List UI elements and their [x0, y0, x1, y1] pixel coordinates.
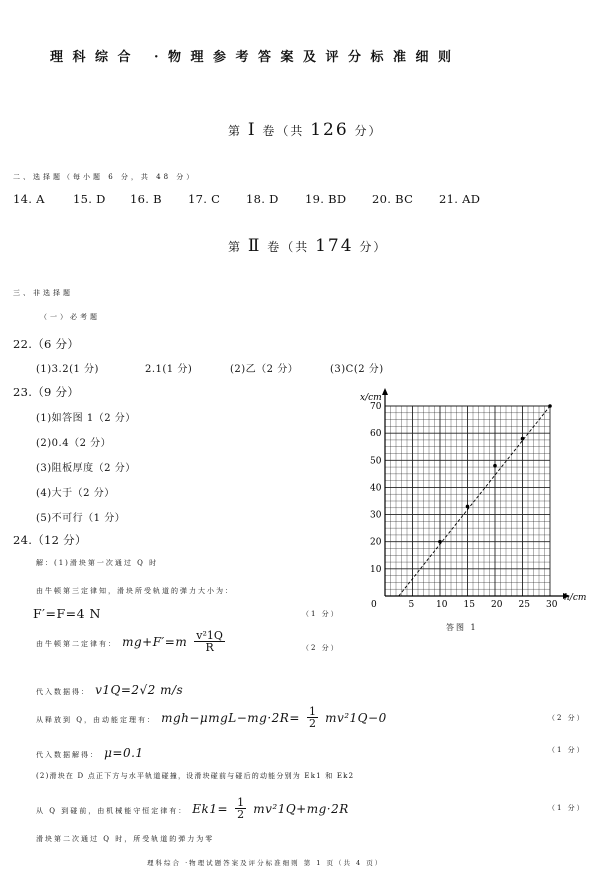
q23-item-4: (4)大于（2 分） — [36, 488, 115, 499]
data-point — [493, 464, 497, 468]
part1-heading-mid: 卷（共 — [262, 124, 305, 138]
q22-part2: (2)乙（2 分） — [230, 364, 299, 375]
q24-frac-1-den: R — [205, 641, 214, 654]
y-tick-label: 30 — [370, 510, 382, 521]
figure-1-chart — [355, 388, 595, 638]
q24-line-6-text: 从释放到 Q，由动能定理有： — [36, 716, 156, 724]
q24-frac-2-den: 2 — [308, 717, 316, 730]
q24-eq-velocity: v1Q=2√2 m/s — [95, 683, 184, 697]
part1-heading-roman: Ⅰ — [247, 120, 257, 140]
part2-heading-mid: 卷（共 — [267, 240, 310, 254]
part1-section-label: 二、选择题（每小题 6 分，共 48 分） — [13, 173, 197, 181]
q24-line-2: 由牛顿第三定律知，滑块所受轨道的弹力大小为： — [36, 587, 234, 595]
answer-16: 16. B — [130, 192, 162, 206]
answer-15: 15. D — [73, 192, 106, 206]
part1-heading-pre: 第 — [228, 124, 243, 138]
q24-frac-3-num: 1 — [237, 796, 245, 809]
part1-heading-post: 分） — [354, 124, 383, 138]
y-tick-label: 10 — [370, 564, 382, 575]
q24-points-1: （1 分） — [302, 610, 340, 618]
q23-number: 23.（9 分） — [13, 385, 80, 399]
x-tick-label: 30 — [546, 600, 558, 610]
q22-part1b: 2.1(1 分) — [145, 364, 193, 375]
q24-points-4: （1 分） — [548, 746, 586, 754]
y-axis-arrow — [382, 388, 388, 395]
part2-heading-roman: Ⅱ — [247, 236, 262, 256]
q24-eq-mu: μ=0.1 — [104, 746, 144, 760]
q22-part3: (3)C(2 分) — [330, 364, 384, 375]
data-point — [466, 505, 470, 509]
part2-heading-num: 174 — [315, 236, 354, 256]
x-tick-label: 10 — [436, 600, 448, 610]
q24-frac-2-num: 1 — [308, 705, 316, 718]
answer-20: 20. BC — [372, 192, 414, 206]
y-tick-label: 50 — [370, 456, 382, 467]
x-tick-label: 25 — [518, 600, 530, 610]
q24-eq-newton2: mg+F′=m — [122, 635, 188, 649]
y-tick-label: 60 — [370, 429, 382, 440]
q24-frac-1-num: v²1Q — [196, 629, 223, 642]
data-point — [521, 437, 525, 441]
q24-line-9-text: 从 Q 到碰前，由机械能守恒定律有： — [36, 807, 188, 815]
q24-line-8: (2)滑块在 D 点正下方与水平轨道碰撞，设滑块碰前与碰后的动能分别为 Ek1 和 Ek2 — [36, 772, 355, 780]
q24-line-5 — [36, 679, 183, 698]
q24-points-5: （1 分） — [548, 804, 586, 812]
q24-line-4-text: 由牛顿第二定律有： — [36, 640, 117, 648]
q24-eq-conservation: Ek1= — [192, 802, 229, 816]
part2-heading-post: 分） — [359, 240, 388, 254]
q23-item-2: (2)0.4（2 分） — [36, 438, 112, 449]
q24-eq-conservation-2: mv²1Q+mg·2R — [253, 802, 349, 816]
page-footer: 理科综合 ·物理试题答案及评分标准细则 第 1 页（共 4 页） — [147, 859, 384, 867]
q24-line-7 — [36, 742, 144, 761]
answer-14: 14. A — [13, 192, 45, 206]
chart-x-axis-label: h/cm — [564, 593, 587, 603]
q24-line-10: 滑块第二次通过 Q 时，所受轨道的弹力为零 — [36, 835, 215, 843]
y-tick-label: 40 — [370, 483, 382, 494]
answer-17: 17. C — [188, 192, 221, 206]
chart-grid — [385, 406, 550, 596]
q22-number: 22.（6 分） — [13, 337, 80, 351]
q23-item-1: (1)如答图 1（2 分） — [36, 413, 136, 424]
q24-points-2: （2 分） — [302, 644, 340, 652]
document-title: 理科综合 ·物理参考答案及评分标准细则 — [50, 50, 461, 65]
q24-frac-1 — [194, 630, 225, 653]
figure-caption: 答图 1 — [446, 623, 478, 632]
y-tick-label: 20 — [370, 537, 382, 548]
part2-heading — [228, 236, 387, 256]
x-tick-label: 15 — [463, 600, 475, 610]
q24-frac-3 — [235, 797, 246, 820]
x-tick-label: 0 — [371, 600, 377, 610]
q24-eq-newton3: F′=F=4 N — [33, 606, 101, 621]
part2-heading-pre: 第 — [228, 240, 243, 254]
part2-sub-label: （一）必考题 — [40, 313, 100, 321]
q24-eq-energy-2: mv²1Q−0 — [325, 711, 387, 725]
q23-item-3: (3)阻板厚度（2 分） — [36, 463, 136, 474]
part2-section-label: 三、非选择题 — [13, 289, 73, 297]
part1-heading-num: 126 — [310, 120, 349, 140]
answer-18: 18. D — [246, 192, 279, 206]
q22-part1: (1)3.2(1 分) — [36, 364, 99, 375]
answer-19: 19. BD — [305, 192, 347, 206]
answer-21: 21. AD — [439, 192, 481, 206]
q24-line-7-text: 代入数据解得： — [36, 751, 99, 759]
q24-frac-2 — [307, 706, 318, 729]
q24-line-4 — [36, 630, 227, 653]
q24-line-1: 解：(1)滑块第一次通过 Q 时 — [36, 559, 159, 567]
q23-item-5: (5)不可行（1 分） — [36, 513, 126, 524]
q24-eq-energy: mgh−μmgL−mg·2R= — [161, 711, 300, 725]
x-tick-label: 20 — [491, 600, 503, 610]
q24-line-6 — [36, 706, 387, 729]
q24-frac-3-den: 2 — [237, 808, 245, 821]
data-point — [548, 404, 552, 408]
q24-number: 24.（12 分） — [13, 533, 87, 547]
q24-line-5-text: 代入数据得： — [36, 688, 90, 696]
q24-points-3: （2 分） — [548, 714, 586, 722]
y-tick-label: 70 — [370, 402, 382, 412]
chart-y-axis-label: x/cm — [360, 393, 382, 403]
data-point — [438, 540, 442, 544]
q24-line-9 — [36, 797, 349, 820]
part1-heading — [228, 120, 383, 140]
x-tick-label: 5 — [408, 600, 415, 610]
